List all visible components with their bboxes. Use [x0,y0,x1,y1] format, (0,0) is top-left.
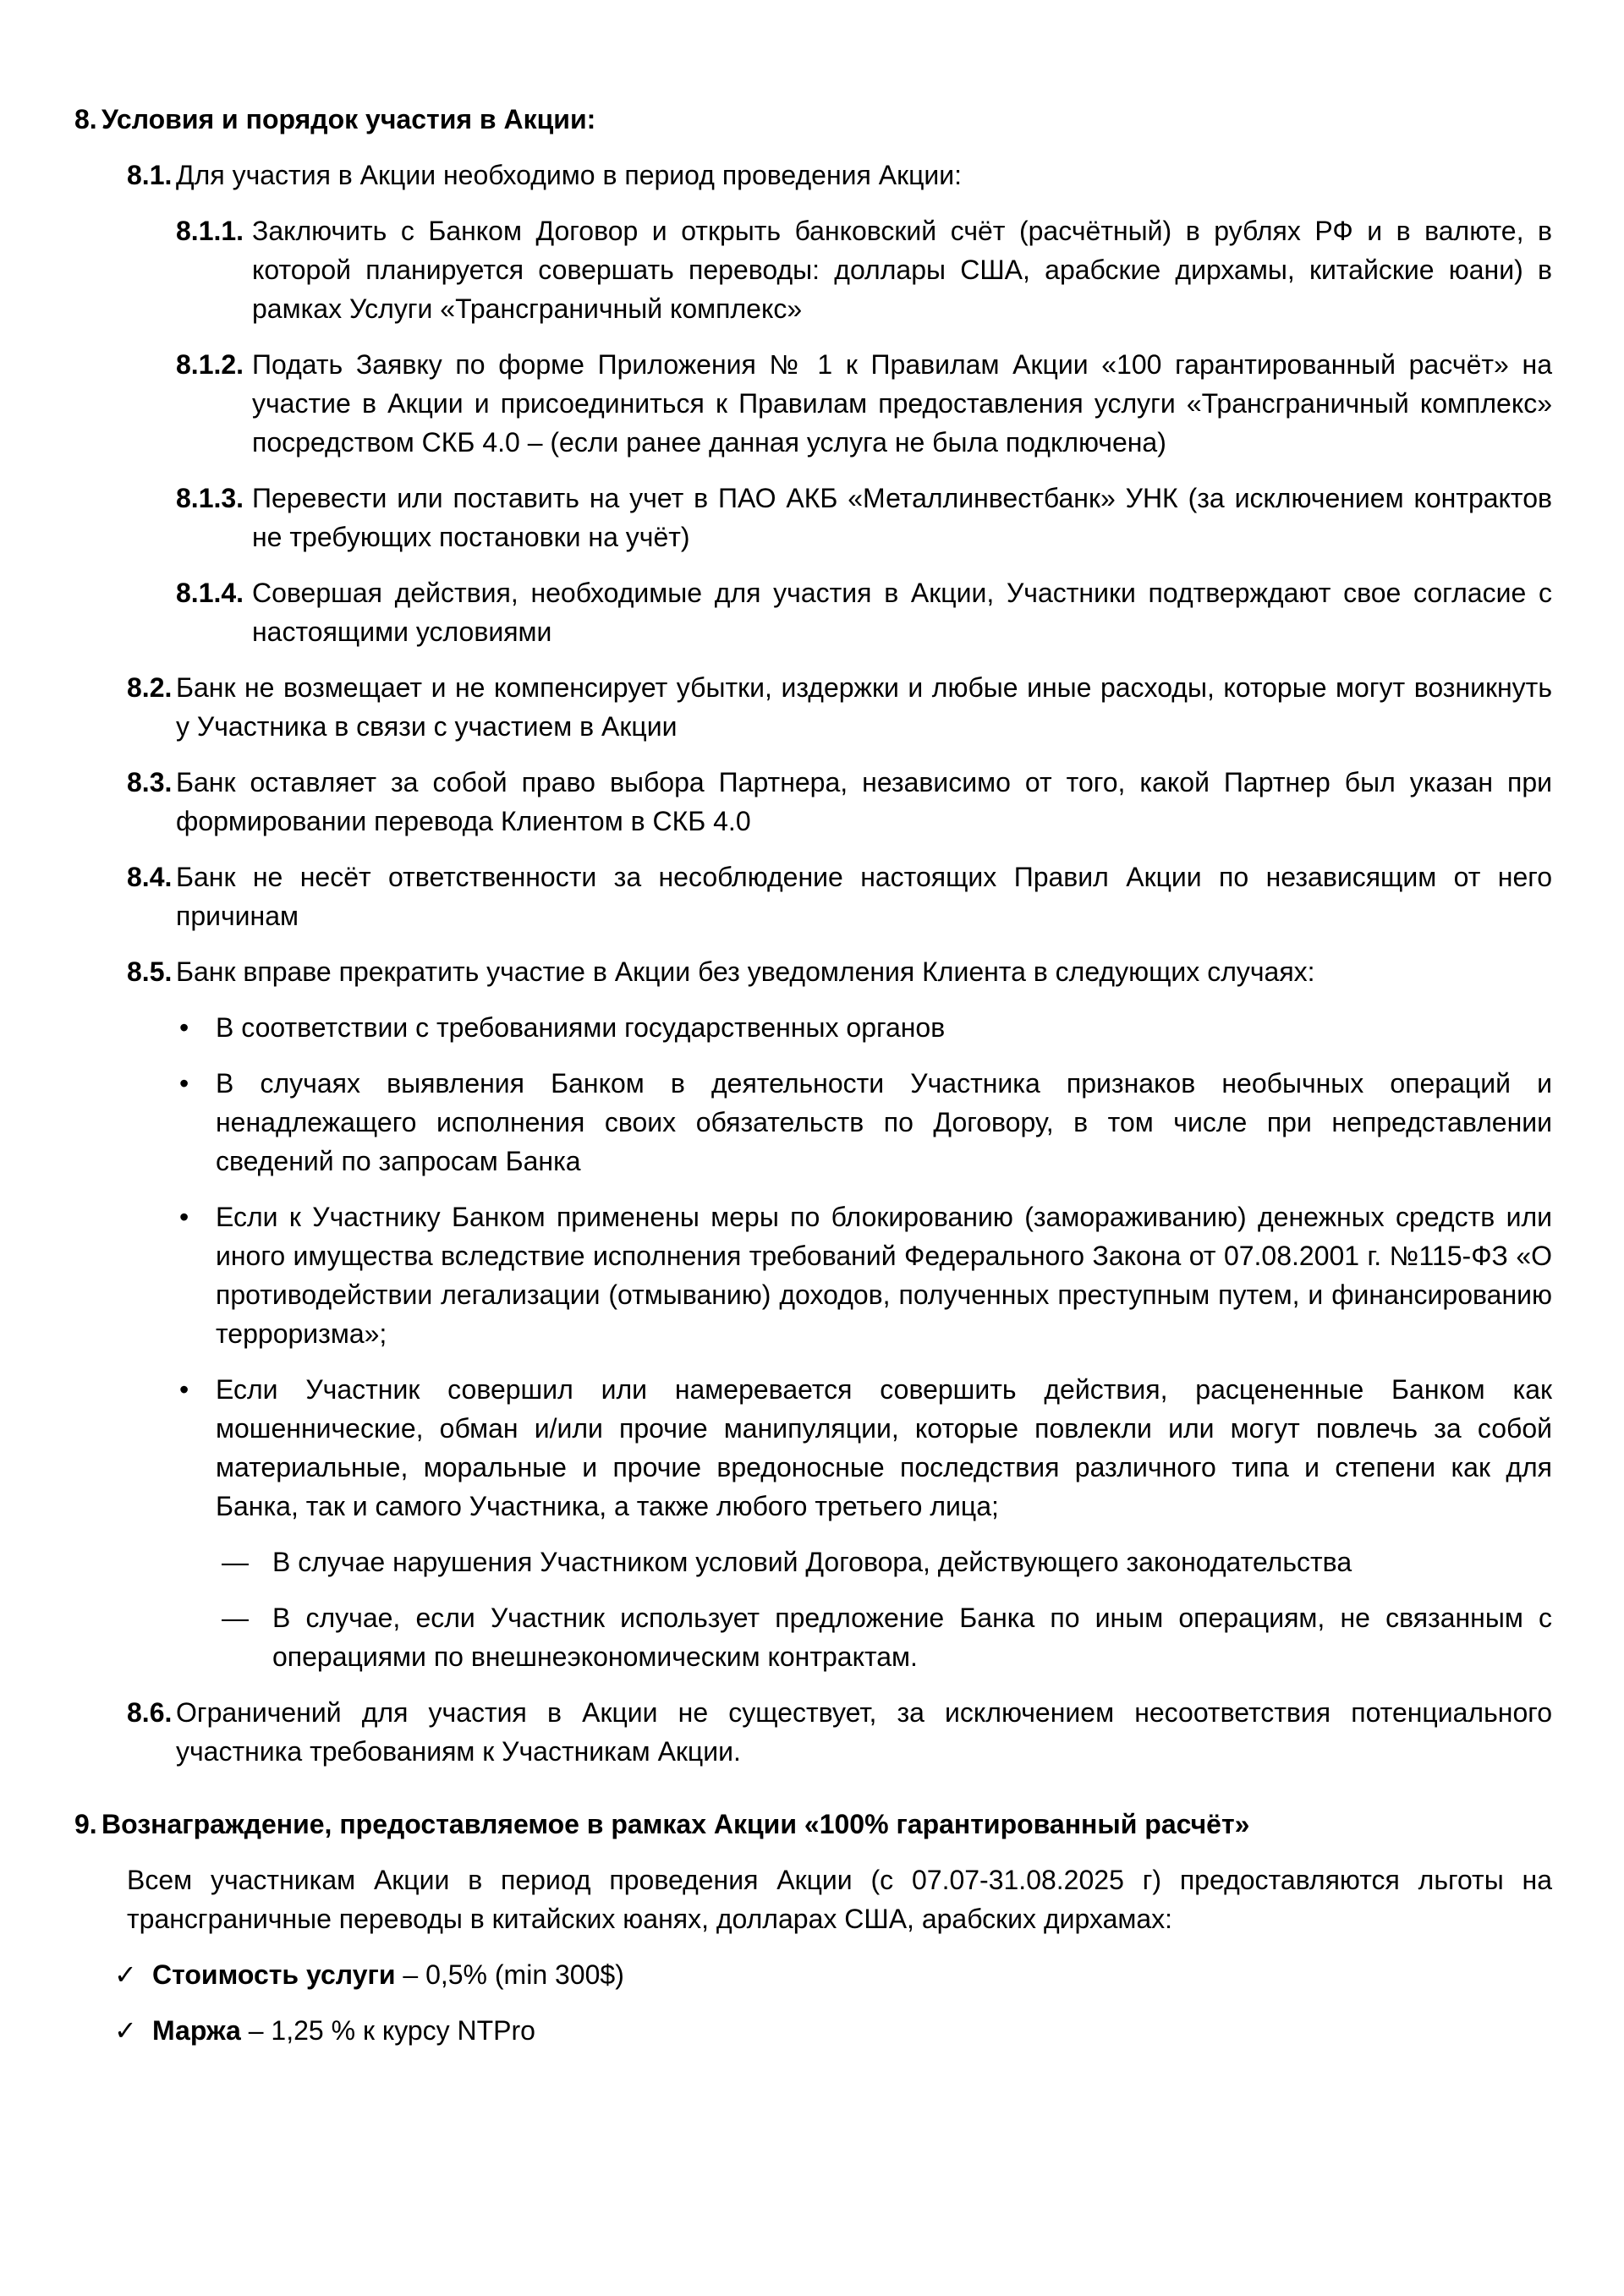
clause-8-3-number: 8.3. [127,767,173,797]
list-item-text: Если Участник совершил или намеревается совершить действия, расцененные Банком как мошеннические, обман и/или прочие манипуляции, которые повлекли или могут повлечь за собой материальные, моральные и прочие вредоносные последствия различного типа и степени как для Банка, так и самого Участника, а также любого третьего лица; [216,1374,1552,1521]
bullet-icon: • [179,1374,189,1405]
list-item [179,1008,1552,1047]
benefit-item-text [152,1955,1552,1994]
benefit-item-label: Маржа [152,2015,241,2046]
clause-8-1-1-text: Заключить с Банком Договор и открыть банковский счёт (расчётный) в рублях РФ и в валюте, в которой планируется совершать переводы: доллары США, арабские дирхамы, китайские юани) в рамках Услуги «Трансграничный комплекс» [252,216,1552,324]
list-item-text: В случаях выявления Банком в деятельности Участника признаков необычных операций и ненадлежащего исполнения своих обязательств по Договору, в том числе при непредставлении сведений по запросам Банка [216,1068,1552,1176]
section-9-title: Вознаграждение, предоставляемое в рамках Акции «100% гарантированный расчёт» [102,1809,1250,1839]
clause-8-5-text: Банк вправе прекратить участие в Акции без уведомления Клиента в следующих случаях: [176,956,1315,987]
clause-8-2-number: 8.2. [127,672,173,703]
benefit-item-text [152,2011,1552,2050]
sub-list-item [222,1543,1552,1581]
benefit-item [114,2011,1552,2050]
clause-8-1-4-text: Совершая действия, необходимые для участия в Акции, Участники подтверждают свое согласие с настоящими условиями [252,578,1552,647]
clause-8-1-4 [176,573,1552,651]
bullet-icon: • [179,1012,189,1043]
section-9-heading [74,1805,1552,1844]
clause-8-5 [127,952,1552,991]
clause-8-4-number: 8.4. [127,862,173,892]
section-9-number: 9. [74,1809,97,1839]
sub-list-item [222,1598,1552,1676]
section-8-heading [74,100,1552,139]
clause-8-1-2-number: 8.1.2. [176,349,244,380]
benefit-item-value: – 0,5% (min 300$) [395,1959,624,1990]
clause-8-2-text: Банк не возмещает и не компенсирует убытки, издержки и любые иные расходы, которые могут возникнуть у Участника в связи с участием в Акции [176,672,1552,742]
list-item [179,1197,1552,1353]
checkmark-icon: ✓ [114,2015,137,2046]
list-item-text: В соответствии с требованиями государственных органов [216,1012,946,1043]
bullet-icon: • [179,1202,189,1232]
clause-8-1-2 [176,345,1552,462]
clause-8-3 [127,763,1552,841]
section-8-number: 8. [74,104,97,134]
sub-list-item-text: В случае нарушения Участником условий Договора, действующего законодательства [272,1547,1352,1577]
clause-8-1-1 [176,211,1552,328]
section-9-paragraph-text: Всем участникам Акции в период проведения Акции (с 07.07-31.08.2025 г) предоставляются льготы на трансграничные переводы в китайских юанях, долларах США, арабских дирхамах: [127,1865,1552,1934]
section-8-title: Условия и порядок участия в Акции: [102,104,596,134]
clause-8-6 [127,1693,1552,1771]
checkmark-icon: ✓ [114,1959,137,1990]
clause-8-1-3-number: 8.1.3. [176,483,244,513]
clause-8-1-number: 8.1. [127,160,173,190]
clause-8-1-4-number: 8.1.4. [176,578,244,608]
clause-8-1-3 [176,479,1552,556]
benefit-item-label: Стоимость услуги [152,1959,396,1990]
clause-8-4 [127,858,1552,935]
clause-8-4-text: Банк не несёт ответственности за несоблюдение настоящих Правил Акции по независящим от него причинам [176,862,1552,931]
clause-8-6-number: 8.6. [127,1697,173,1728]
sub-list-item-text: В случае, если Участник использует предложение Банка по иным операциям, не связанным с операциями по внешнеэкономическим контрактам. [272,1603,1552,1672]
clause-8-2 [127,668,1552,746]
list-item-text: Если к Участнику Банком применены меры по блокированию (замораживанию) денежных средств или иного имущества вследствие исполнения требований Федерального Закона от 07.08.2001 г. №115-ФЗ «О противодействии легализации (отмыванию) доходов, полученных преступным путем, и финансированию терроризма»; [216,1202,1552,1349]
section-9-paragraph [127,1860,1552,1938]
clause-8-6-text: Ограничений для участия в Акции не существует, за исключением несоответствия потенциального участника требованиям к Участникам Акции. [176,1697,1552,1767]
clause-8-1-3-text: Перевести или поставить на учет в ПАО АКБ «Металлинвестбанк» УНК (за исключением контрактов не требующих постановки на учёт) [252,483,1552,552]
benefit-item-value: – 1,25 % к курсу NTPro [240,2015,535,2046]
clause-8-1-2-text: Подать Заявку по форме Приложения № 1 к Правилам Акции «100 гарантированный расчёт» на участие в Акции и присоединиться к Правилам предоставления услуги «Трансграничный комплекс» посредством СКБ 4.0 – (если ранее данная услуга не была подключена) [252,349,1552,458]
clause-8-1-1-number: 8.1.1. [176,216,244,246]
benefit-item [114,1955,1552,1994]
clause-8-5-number: 8.5. [127,956,173,987]
clause-8-1-text: Для участия в Акции необходимо в период проведения Акции: [176,160,963,190]
dash-icon: — [222,1603,249,1633]
bullet-icon: • [179,1068,189,1099]
dash-icon: — [222,1547,249,1577]
list-item [179,1370,1552,1526]
clause-8-3-text: Банк оставляет за собой право выбора Партнера, независимо от того, какой Партнер был указан при формировании перевода Клиентом в СКБ 4.0 [176,767,1552,836]
clause-8-1 [127,156,1552,195]
list-item [179,1064,1552,1181]
